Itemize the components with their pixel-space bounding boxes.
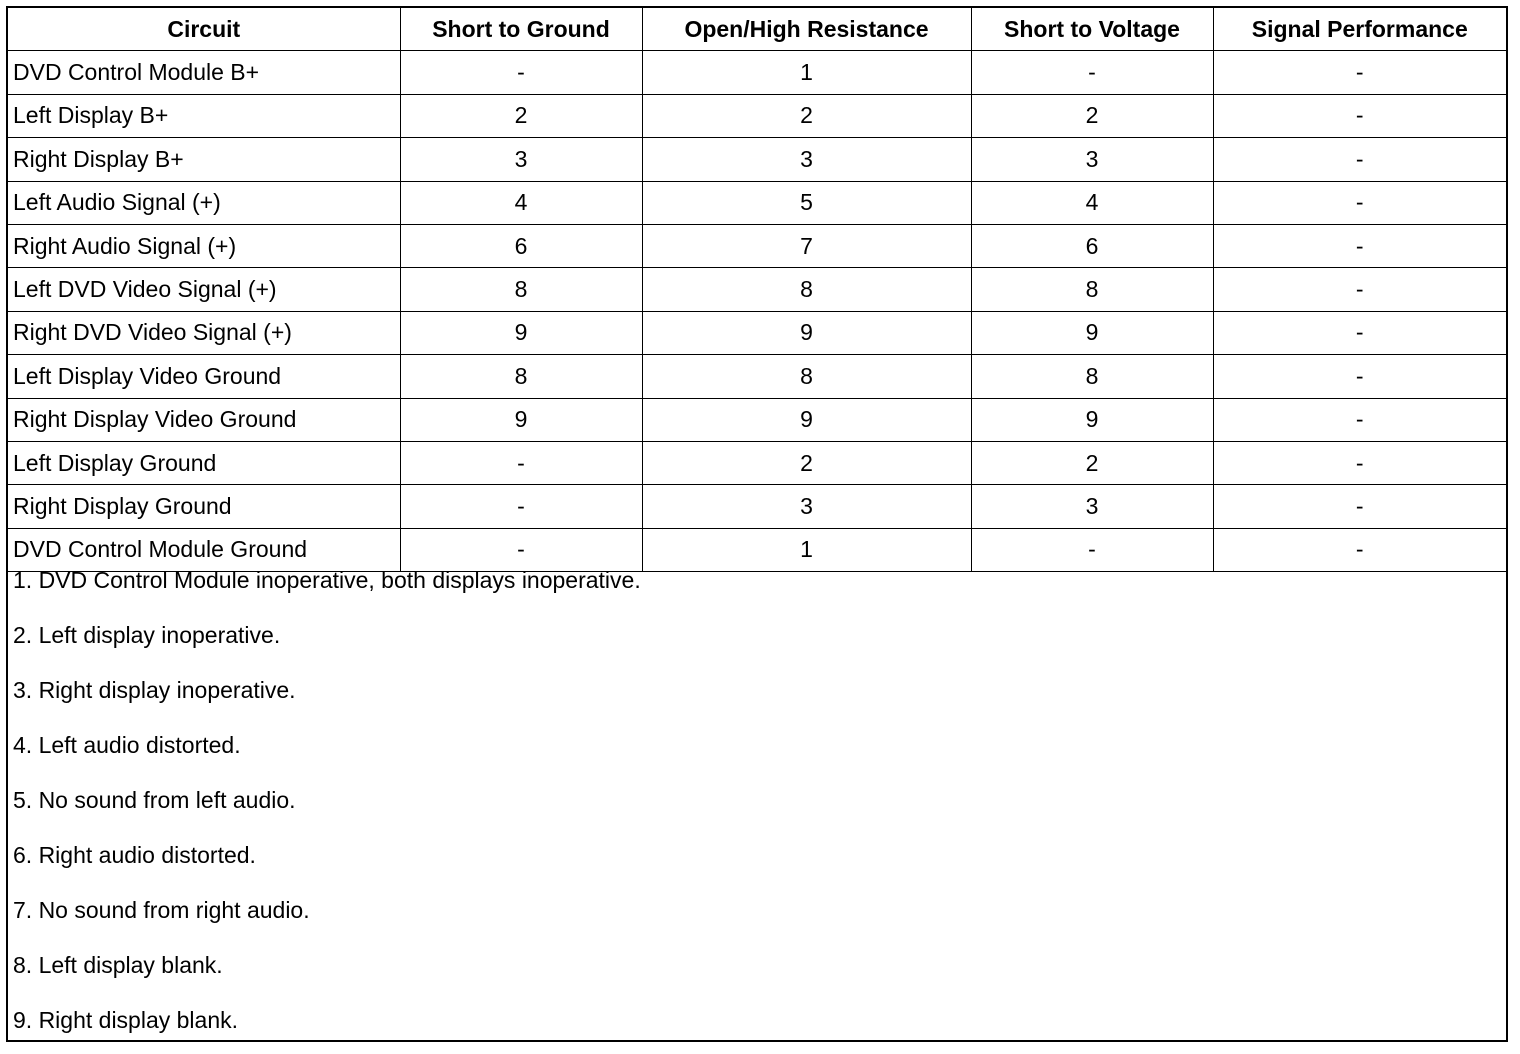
header-short-to-ground: Short to Ground: [400, 8, 642, 51]
circuit-diagnostic-table: [8, 8, 1506, 572]
table-row: [8, 51, 1506, 94]
table-row: [8, 224, 1506, 267]
circuit-name: Left DVD Video Signal (+): [8, 268, 400, 311]
open-high-resistance-value: 2: [642, 441, 971, 484]
open-high-resistance-value: 9: [642, 311, 971, 354]
table-row: [8, 94, 1506, 137]
symptom-notes: [8, 559, 1506, 1054]
circuit-name: DVD Control Module Ground: [8, 528, 400, 571]
note-item: 4. Left audio distorted.: [13, 732, 241, 758]
short-to-voltage-value: -: [971, 528, 1213, 571]
header-row: [8, 8, 1506, 51]
circuit-name: DVD Control Module B+: [8, 51, 400, 94]
note-item: 5. No sound from left audio.: [13, 787, 296, 813]
short-to-voltage-value: 8: [971, 268, 1213, 311]
table-row: [8, 485, 1506, 528]
signal-performance-value: -: [1213, 181, 1506, 224]
signal-performance-value: -: [1213, 311, 1506, 354]
note-item: 7. No sound from right audio.: [13, 897, 310, 923]
table-row: [8, 181, 1506, 224]
short-to-ground-value: 3: [400, 138, 642, 181]
open-high-resistance-value: 9: [642, 398, 971, 441]
signal-performance-value: -: [1213, 51, 1506, 94]
circuit-name: Right Audio Signal (+): [8, 224, 400, 267]
table-row: [8, 355, 1506, 398]
circuit-name: Right Display B+: [8, 138, 400, 181]
short-to-ground-value: 6: [400, 224, 642, 267]
table-row: [8, 268, 1506, 311]
note-item: 1. DVD Control Module inoperative, both displays inoperative.: [13, 567, 641, 593]
open-high-resistance-value: 2: [642, 94, 971, 137]
open-high-resistance-value: 8: [642, 355, 971, 398]
short-to-ground-value: 2: [400, 94, 642, 137]
short-to-ground-value: -: [400, 441, 642, 484]
signal-performance-value: -: [1213, 94, 1506, 137]
circuit-name: Left Display Ground: [8, 441, 400, 484]
signal-performance-value: -: [1213, 224, 1506, 267]
circuit-name: Left Audio Signal (+): [8, 181, 400, 224]
circuit-name: Right Display Video Ground: [8, 398, 400, 441]
table-row: [8, 441, 1506, 484]
open-high-resistance-value: 1: [642, 528, 971, 571]
signal-performance-value: -: [1213, 441, 1506, 484]
circuit-name: Right Display Ground: [8, 485, 400, 528]
short-to-voltage-value: 6: [971, 224, 1213, 267]
short-to-ground-value: -: [400, 528, 642, 571]
short-to-voltage-value: 9: [971, 398, 1213, 441]
short-to-ground-value: 9: [400, 398, 642, 441]
note-item: 2. Left display inoperative.: [13, 622, 281, 648]
signal-performance-value: -: [1213, 138, 1506, 181]
note-item: 6. Right audio distorted.: [13, 842, 256, 868]
short-to-ground-value: 8: [400, 355, 642, 398]
open-high-resistance-value: 7: [642, 224, 971, 267]
header-open-high-resistance: Open/High Resistance: [642, 8, 971, 51]
short-to-voltage-value: 4: [971, 181, 1213, 224]
open-high-resistance-value: 8: [642, 268, 971, 311]
circuit-name: Right DVD Video Signal (+): [8, 311, 400, 354]
short-to-voltage-value: 2: [971, 94, 1213, 137]
short-to-ground-value: -: [400, 485, 642, 528]
open-high-resistance-value: 5: [642, 181, 971, 224]
open-high-resistance-value: 3: [642, 485, 971, 528]
signal-performance-value: -: [1213, 485, 1506, 528]
open-high-resistance-value: 3: [642, 138, 971, 181]
circuit-name: Left Display Video Ground: [8, 355, 400, 398]
signal-performance-value: -: [1213, 528, 1506, 571]
circuit-name: Left Display B+: [8, 94, 400, 137]
open-high-resistance-value: 1: [642, 51, 971, 94]
short-to-voltage-value: 9: [971, 311, 1213, 354]
note-item: 8. Left display blank.: [13, 952, 223, 978]
short-to-voltage-value: -: [971, 51, 1213, 94]
table-row: [8, 398, 1506, 441]
note-item: 3. Right display inoperative.: [13, 677, 296, 703]
signal-performance-value: -: [1213, 355, 1506, 398]
note-item: 9. Right display blank.: [13, 1007, 239, 1033]
table-row: [8, 138, 1506, 181]
signal-performance-value: -: [1213, 398, 1506, 441]
header-circuit: Circuit: [8, 8, 400, 51]
short-to-ground-value: -: [400, 51, 642, 94]
diagnostic-sheet: [6, 6, 1508, 1042]
short-to-voltage-value: 3: [971, 138, 1213, 181]
short-to-voltage-value: 3: [971, 485, 1213, 528]
short-to-ground-value: 4: [400, 181, 642, 224]
short-to-ground-value: 9: [400, 311, 642, 354]
short-to-ground-value: 8: [400, 268, 642, 311]
table-row: [8, 311, 1506, 354]
signal-performance-value: -: [1213, 268, 1506, 311]
short-to-voltage-value: 8: [971, 355, 1213, 398]
header-signal-performance: Signal Performance: [1213, 8, 1506, 51]
short-to-voltage-value: 2: [971, 441, 1213, 484]
header-short-to-voltage: Short to Voltage: [971, 8, 1213, 51]
